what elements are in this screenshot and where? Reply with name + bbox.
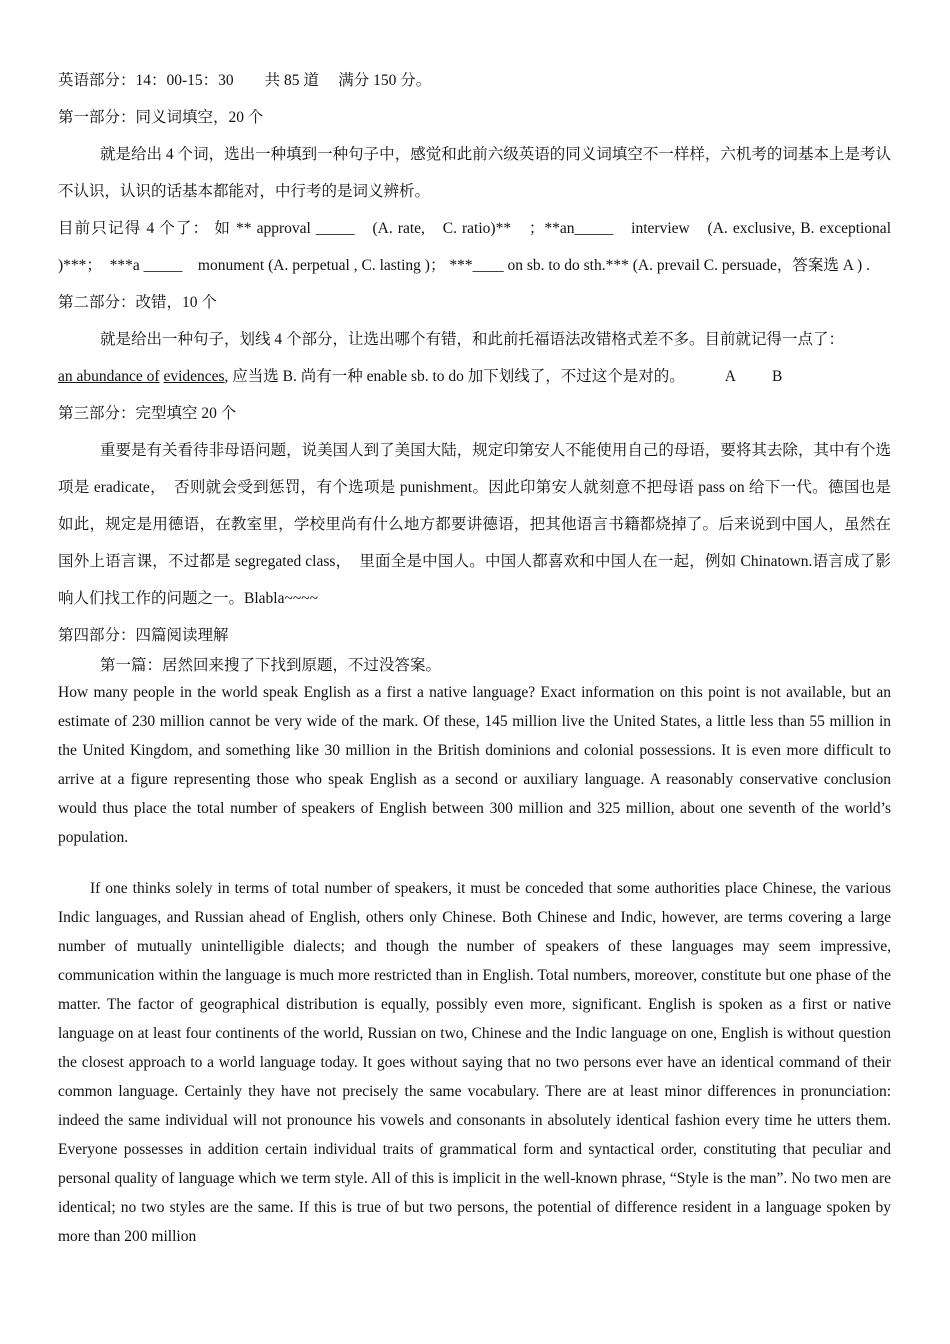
document-page xyxy=(58,62,891,1251)
part2-title: 第二部分：改错，10 个 xyxy=(58,294,217,311)
part4-note: 第一篇：居然回来搜了下找到原题，不过没答案。 xyxy=(100,657,442,674)
underlined-phrase-b: evidences xyxy=(163,368,225,385)
part2-rest: , 应当选 B. 尚有一种 enable sb. to do 加下划线了，不过这个是对的。 xyxy=(224,368,685,385)
underlined-phrase-a: an abundance of xyxy=(58,368,160,385)
part2-description xyxy=(58,321,891,395)
label-a: A xyxy=(724,368,736,385)
part3-title: 第三部分：完型填空 20 个 xyxy=(58,405,237,422)
part1-examples: 目前只记得 4 个了： 如 ** approval _____ (A. rate, C. ratio)** ；**an_____ interview (A. exclusive, B. exceptional )***； ***a _____ monument (A. perpetual , C. lasting )； ***____ on sb. to do sth.*** (A. prevail C. persuade，答案选 A ) . xyxy=(58,220,891,274)
paragraph-spacer xyxy=(58,852,891,874)
part4-title: 第四部分：四篇阅读理解 xyxy=(58,627,229,644)
exam-info: 英语部分：14：00-15：30 共 85 道 满分 150 分。 xyxy=(58,72,432,89)
part3-description: 重要是有关看待非母语问题，说美国人到了美国大陆，规定印第安人不能使用自己的母语，要将其去除，其中有个选项是 eradicate， 否则就会受到惩罚，有个选项是 punishment。因此印第安人就刻意不把母语 pass on 给下一代。德国也是如此，规定是用德语，在教室里，学校里尚有什么地方都要讲德语，把其他语言书籍都烧掉了。后来说到中国人，虽然在国外上语言课，不过都是 segregated class， 里面全是中国人。中国人都喜欢和中国人在一起，例如 Chinatown.语言成了影响人们找工作的问题之一。Blabla~~~~ xyxy=(58,442,891,607)
reading-passage-paragraph-2: If one thinks solely in terms of total number of speakers, it must be conceded that some authorities place Chinese, the various Indic languages, and Russian ahead of English, others only Chinese. Both Chinese and Indic, however, are terms covering a large number of mutually unintelligible dialects; and though the number of speakers of these languages may seem impressive, communication within the language is much more restricted than in English. Total numbers, moreover, constitute but one phase of the matter. The factor of geographical distribution is equally, possibly even more, significant. English is spoken as a first or native language on at least four continents of the world, Russian on two, Chinese and the Indic language on one, English is without question the closest approach to a world language today. It goes without saying that no two persons ever have an identical command of their common language. Certainly they have not precisely the same vocabulary. There are at least minor differences in pronunciation: indeed the same individual will not pronounce his vowels and consonants in absolutely identical fashion every time he utters them. Everyone possesses in addition certain individual traits of grammatical form and syntactical order, constituting that peculiar and personal quality of language which we term style. All of this is implicit in the well-known phrase, “Style is the man”. No two men are identical; no two styles are the same. If this is true of but two persons, the potential of difference resident in a language spoken by more than 200 million xyxy=(58,880,891,1245)
reading-passage-paragraph-1: How many people in the world speak English as a first a native language? Exact information on this point is not available, but an estimate of 230 million cannot be very wide of the mark. Of these, 145 million live the United States, a little less than 55 million in the United Kingdom, and something like 30 million in the British dominions and colonial possessions. It is even more difficult to arrive at a figure representing those who speak English as a second or auxiliary language. A reasonably conservative conclusion would thus place the total number of speakers of English between 300 million and 325 million, about one seventh of the world’s population. xyxy=(58,684,891,846)
part1-description: 就是给出 4 个词，选出一种填到一种句子中，感觉和此前六级英语的同义词填空不一样样，六机考的词基本上是考认不认识，认识的话基本都能对，中行考的是词义辨析。 xyxy=(58,146,891,200)
part2-intro: 就是给出一种句子，划线 4 个部分，让选出哪个有错，和此前托福语法改错格式差不多。目前就记得一点了： xyxy=(100,331,845,348)
label-b: B xyxy=(772,368,783,385)
part1-title: 第一部分：同义词填空，20 个 xyxy=(58,109,264,126)
